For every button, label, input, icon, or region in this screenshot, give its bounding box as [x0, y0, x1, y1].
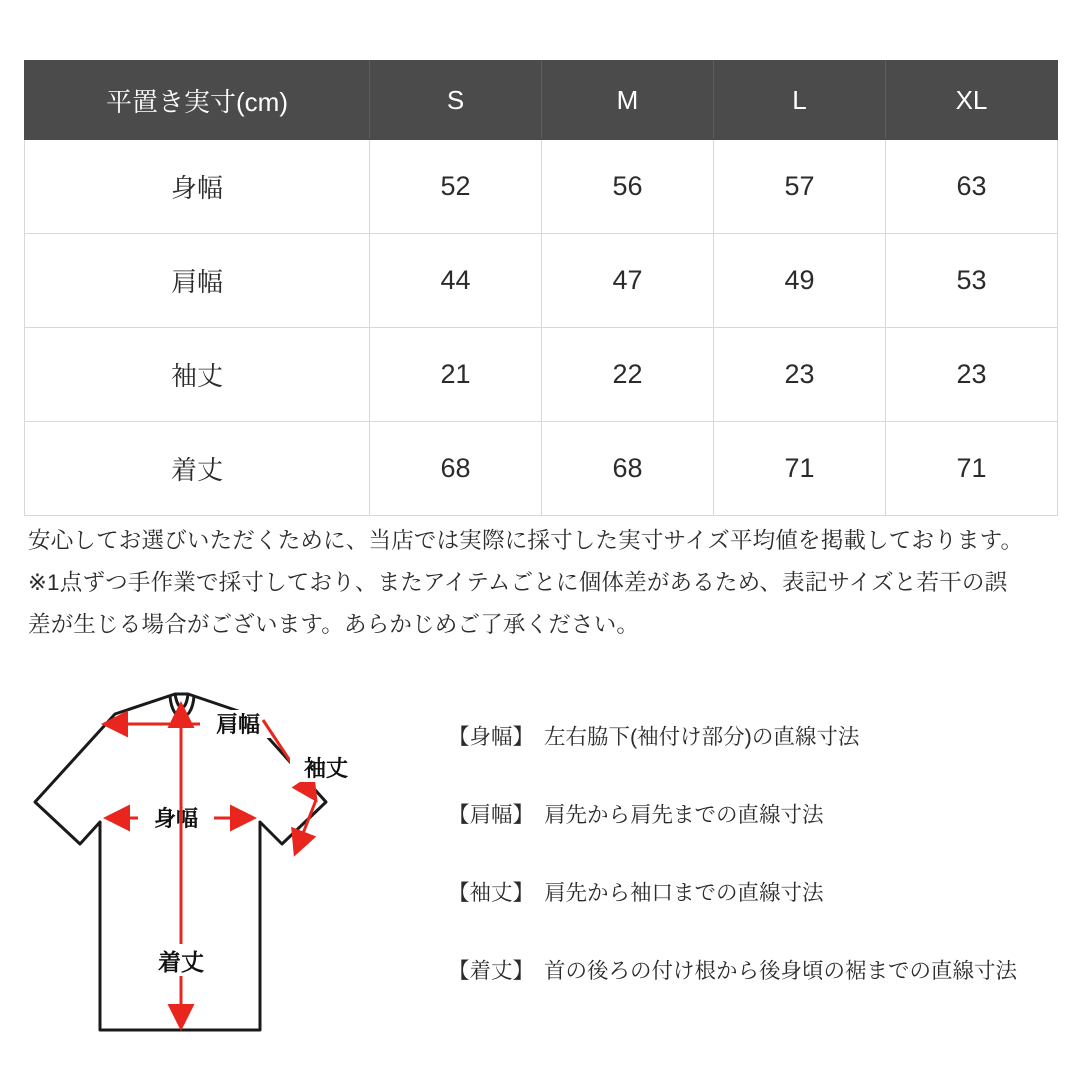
measurement-legend	[448, 722, 1078, 986]
cell-chest-xl: 63	[886, 140, 1058, 234]
cell-sleeve-l: 23	[714, 328, 886, 422]
note-line-2: ※1点ずつ手作業で採寸しており、またアイテムごとに個体差があるため、表記サイズと若干の誤	[28, 570, 1008, 595]
legend-term-shoulder: 【肩幅】	[448, 803, 535, 827]
legend-item-chest	[448, 722, 1078, 752]
legend-desc-chest: 左右脇下(袖付け部分)の直線寸法	[544, 725, 860, 749]
legend-item-sleeve	[448, 878, 1078, 908]
cell-chest-s: 52	[370, 140, 542, 234]
cell-shoulder-xl: 53	[886, 234, 1058, 328]
row-label-shoulder: 肩幅	[25, 234, 370, 328]
legend-term-sleeve: 【袖丈】	[448, 881, 535, 905]
table-row	[25, 140, 1058, 234]
table-row	[25, 234, 1058, 328]
cell-shoulder-l: 49	[714, 234, 886, 328]
row-label-length: 着丈	[25, 422, 370, 516]
header-size-xl: XL	[886, 61, 1058, 140]
label-shoulder: 肩幅	[215, 712, 261, 737]
header-size-s: S	[370, 61, 542, 140]
measurement-note	[28, 520, 1058, 646]
note-line-3: 差が生じる場合がございます。あらかじめご了承ください。	[28, 612, 640, 637]
label-length: 着丈	[158, 949, 204, 975]
size-table-body	[25, 140, 1058, 516]
cell-chest-m: 56	[542, 140, 714, 234]
row-label-sleeve: 袖丈	[25, 328, 370, 422]
tshirt-diagram	[20, 672, 440, 1052]
table-header-row	[25, 61, 1058, 140]
table-row	[25, 328, 1058, 422]
legend-term-length: 【着丈】	[448, 959, 535, 983]
cell-sleeve-s: 21	[370, 328, 542, 422]
cell-shoulder-m: 47	[542, 234, 714, 328]
table-row	[25, 422, 1058, 516]
cell-shoulder-s: 44	[370, 234, 542, 328]
cell-length-m: 68	[542, 422, 714, 516]
legend-desc-shoulder: 肩先から肩先までの直線寸法	[544, 803, 824, 827]
cell-length-xl: 71	[886, 422, 1058, 516]
size-table-container	[24, 60, 1058, 516]
row-label-chest: 身幅	[25, 140, 370, 234]
header-size-m: M	[542, 61, 714, 140]
cell-length-l: 71	[714, 422, 886, 516]
size-table-head	[25, 61, 1058, 140]
size-table	[24, 60, 1058, 516]
cell-chest-l: 57	[714, 140, 886, 234]
legend-item-shoulder	[448, 800, 1078, 830]
cell-length-s: 68	[370, 422, 542, 516]
legend-term-chest: 【身幅】	[448, 725, 535, 749]
header-measure-unit: 平置き実寸(cm)	[25, 61, 370, 140]
legend-desc-sleeve: 肩先から袖口までの直線寸法	[544, 881, 824, 905]
note-line-1: 安心してお選びいただくために、当店では実際に採寸した実寸サイズ平均値を掲載しております。	[28, 528, 1024, 553]
header-size-l: L	[714, 61, 886, 140]
legend-desc-length: 首の後ろの付け根から後身頃の裾までの直線寸法	[544, 959, 1018, 983]
cell-sleeve-xl: 23	[886, 328, 1058, 422]
label-sleeve: 袖丈	[303, 756, 349, 781]
legend-item-length	[448, 956, 1078, 986]
cell-sleeve-m: 22	[542, 328, 714, 422]
label-chest: 身幅	[153, 806, 199, 831]
